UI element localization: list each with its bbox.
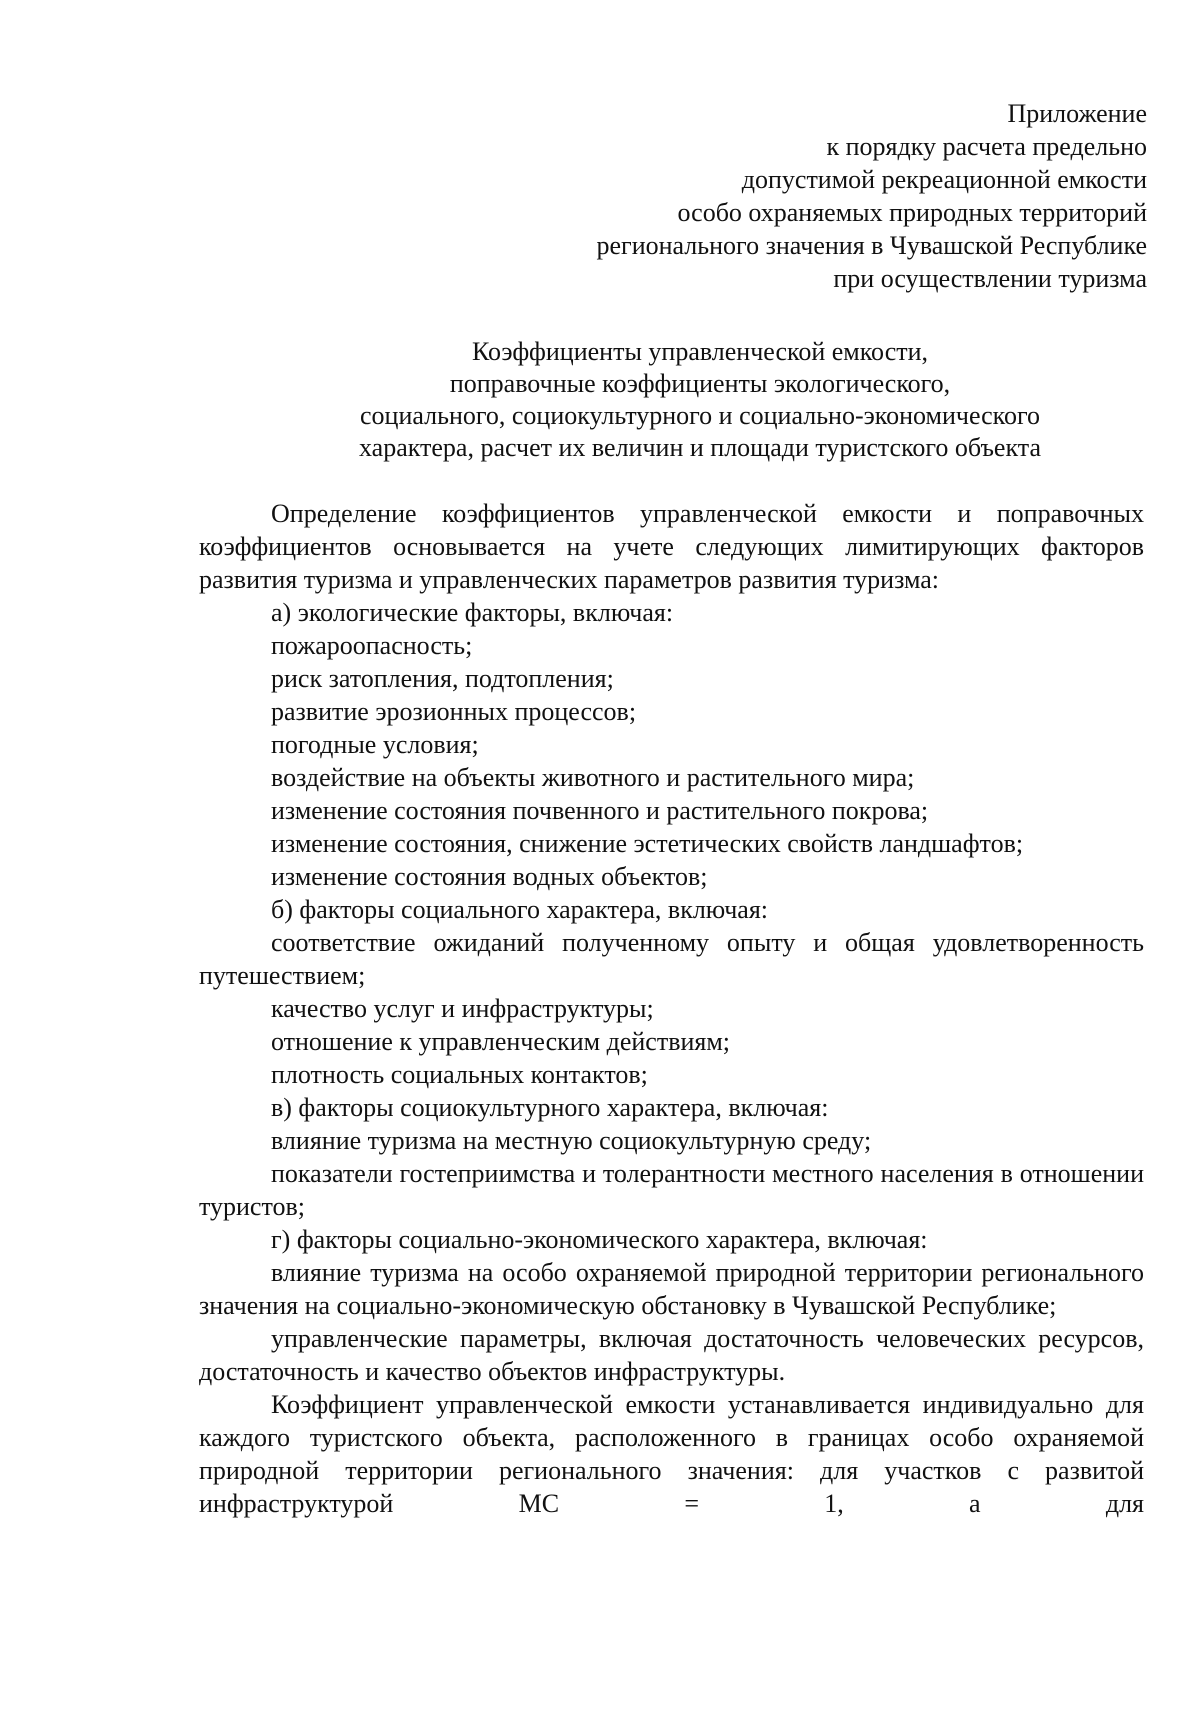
appendix-line: допустимой рекреационной емкости xyxy=(741,165,1147,194)
list-item: в) факторы социокультурного характера, включая: xyxy=(271,1093,829,1122)
appendix-line: особо охраняемых природных территорий xyxy=(677,198,1147,227)
list-item: изменение состояния почвенного и растительного покрова; xyxy=(271,796,929,825)
list-item: воздействие на объекты животного и растительного мира; xyxy=(271,763,915,792)
list-item: погодные условия; xyxy=(271,730,479,759)
list-item: развитие эрозионных процессов; xyxy=(271,697,637,726)
list-item: а) экологические факторы, включая: xyxy=(271,598,674,627)
appendix-header xyxy=(507,97,1147,295)
appendix-line: при осуществлении туризма xyxy=(833,264,1147,293)
list-item: влияние туризма на местную социокультурную среду; xyxy=(271,1126,872,1155)
list-item: изменение состояния водных объектов; xyxy=(271,862,708,891)
list-item: пожароопасность; xyxy=(271,631,473,660)
list-item: показатели гостеприимства и толерантности местного населения в отношении туристов; xyxy=(199,1159,1144,1221)
appendix-line: Приложение xyxy=(1007,99,1147,128)
list-item: плотность социальных контактов; xyxy=(271,1060,648,1089)
list-item: влияние туризма на особо охраняемой природной территории регионального значения на социально-экономическую обстановку в Чувашской Республике; xyxy=(199,1258,1144,1320)
title-line: характера, расчет их величин и площади туристского объекта xyxy=(359,433,1041,462)
appendix-line: к порядку расчета предельно xyxy=(826,132,1147,161)
title-line: Коэффициенты управленческой емкости, xyxy=(471,337,929,366)
list-item: г) факторы социально-экономического характера, включая: xyxy=(271,1225,928,1254)
list-item: качество услуг и инфраструктуры; xyxy=(271,994,654,1023)
list-item: риск затопления, подтопления; xyxy=(271,664,614,693)
document-body xyxy=(199,497,1144,1520)
document-title xyxy=(200,336,1200,464)
list-item: соответствие ожиданий полученному опыту и общая удовлетворенность путешествием; xyxy=(199,928,1144,990)
title-line: поправочные коэффициенты экологического, xyxy=(449,369,951,398)
list-item: управленческие параметры, включая достаточность человеческих ресурсов, достаточность и качество объектов инфраструктуры. xyxy=(199,1324,1144,1386)
list-item: отношение к управленческим действиям; xyxy=(271,1027,731,1056)
list-item: б) факторы социального характера, включая: xyxy=(271,895,769,924)
appendix-line: регионального значения в Чувашской Республике xyxy=(596,231,1147,260)
title-line: социального, социокультурного и социально-экономического xyxy=(359,401,1041,430)
paragraph: Определение коэффициентов управленческой емкости и поправочных коэффициентов основывается на учете следующих лимитирующих факторов развития туризма и управленческих параметров развития туризма: xyxy=(199,499,1144,594)
list-item: изменение состояния, снижение эстетических свойств ландшафтов; xyxy=(271,829,1024,858)
paragraph: Коэффициент управленческой емкости устанавливается индивидуально для каждого туристского объекта, расположенного в границах особо охраняемой природной территории регионального значения: для участков с развитой инфраструктурой МС = 1, а для xyxy=(199,1390,1144,1518)
